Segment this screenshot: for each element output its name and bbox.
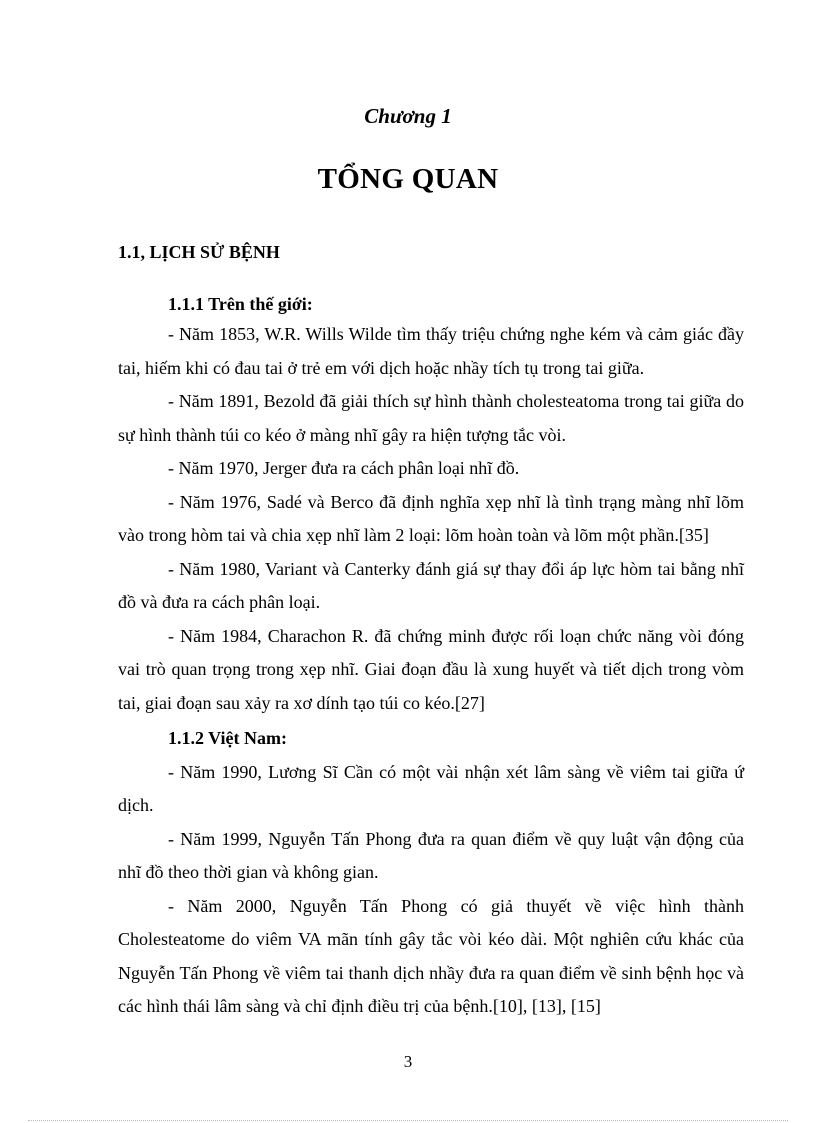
paragraph: - Năm 1984, Charachon R. đã chứng minh được rối loạn chức năng vòi đóng vai trò quan trọng trong xẹp nhĩ. Giai đoạn đầu là xung huyết và tiết dịch trong vòm tai, giai đoạn sau xảy ra xơ dính tạo túi co kéo.[27] [118, 625, 744, 713]
paragraph: - Năm 1976, Sadé và Berco đã định nghĩa xẹp nhĩ là tình trạng màng nhĩ lõm vào trong hòm tai và chia xẹp nhĩ làm 2 loại: lõm hoàn toàn và lõm một phần.[35] [118, 491, 744, 545]
paragraph: - Năm 1891, Bezold đã giải thích sự hình thành cholesteatoma trong tai giữa do sự hình thành túi co kéo ở màng nhĩ gây ra hiện tượng tắc vòi. [118, 391, 744, 445]
page-number: 3 [403, 1052, 413, 1071]
section-heading: 1.1, LỊCH SỬ BỆNH [118, 242, 280, 262]
subsection-heading-vietnam: 1.1.2 Việt Nam: [168, 728, 287, 748]
body-text [118, 290, 744, 1024]
subsection-heading-world: 1.1.1 Trên thế giới: [168, 294, 313, 314]
paragraph: - Năm 2000, Nguyễn Tấn Phong có giả thuyết về việc hình thành Cholesteatome do viêm VA mãn tính gây tắc vòi kéo dài. Một nghiên cứu khác của Nguyễn Tấn Phong về viêm tai thanh dịch nhầy đưa ra quan điểm về sinh bệnh học và các hình thái lâm sàng và chỉ định điều trị của bệnh.[10], [13], [15] [118, 895, 744, 1016]
paragraph: - Năm 1853, W.R. Wills Wilde tìm thấy triệu chứng nghe kém và cảm giác đầy tai, hiếm khi có đau tai ở trẻ em với dịch hoặc nhầy tích tụ trong tai giữa. [118, 324, 744, 378]
chapter-label: Chương 1 [364, 104, 452, 128]
paragraph: - Năm 1999, Nguyễn Tấn Phong đưa ra quan điểm về quy luật vận động của nhĩ đồ theo thời gian và không gian. [118, 828, 744, 882]
page-bottom-divider [28, 1120, 788, 1121]
paragraph: - Năm 1980, Variant và Canterky đánh giá sự thay đổi áp lực hòm tai bằng nhĩ đồ và đưa ra cách phân loại. [118, 558, 744, 612]
paragraph: - Năm 1970, Jerger đưa ra cách phân loại nhĩ đồ. [168, 458, 520, 478]
chapter-title: TỔNG QUAN [317, 163, 499, 195]
paragraph: - Năm 1990, Lương Sĩ Cần có một vài nhận xét lâm sàng về viêm tai giữa ứ dịch. [118, 761, 744, 815]
